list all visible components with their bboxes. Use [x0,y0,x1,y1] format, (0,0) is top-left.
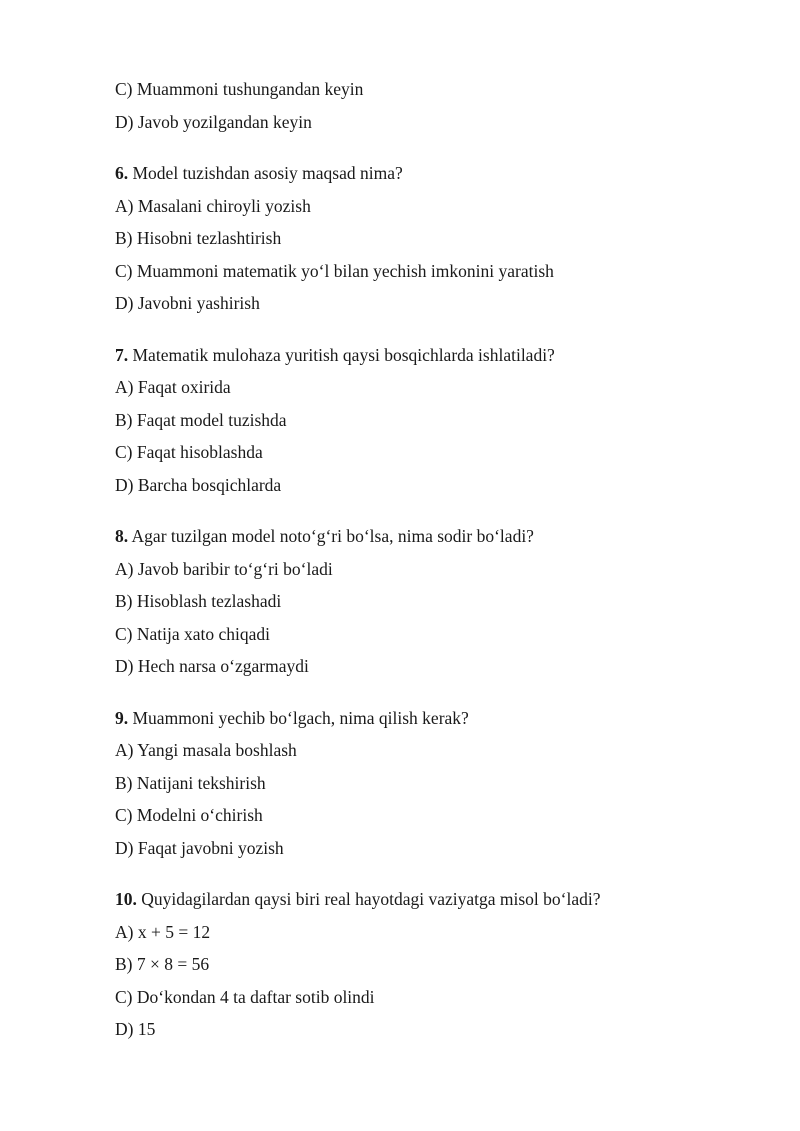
question-prompt: Muammoni yechib bo‘lgach, nima qilish kerak? [132,707,469,728]
question-text [115,883,755,916]
question-text [115,520,755,553]
question-prompt: Quyidagilardan qaysi biri real hayotdagi vaziyatga misol bo‘ladi? [141,889,601,909]
option-b: B) Hisoblash tezlashadi [115,591,282,611]
continuation-options [115,73,755,138]
option-a: A) Yangi masala boshlash [115,740,297,760]
question-number: 8. [115,526,129,546]
question-number: 6. [115,163,129,183]
option-c: C) Muammoni matematik yo‘l bilan yechish imkonini yaratish [115,260,554,281]
option-c: C) Muammoni tushungandan keyin [115,79,364,99]
option-b: B) Hisobni tezlashtirish [115,228,282,248]
option-d: D) 15 [115,1019,156,1039]
option-d: D) Javob yozilgandan keyin [115,111,312,132]
option-d: D) Barcha bosqichlarda [115,474,282,495]
question-number: 10. [115,889,137,909]
question-text [115,702,755,735]
option-c: C) Do‘kondan 4 ta daftar sotib olindi [115,986,375,1007]
option-d: D) Faqat javobni yozish [115,837,284,858]
option-d: D) Javobni yashirish [115,293,260,313]
question-9 [115,702,755,865]
option-b: B) 7 × 8 = 56 [115,954,210,974]
question-prompt: Agar tuzilgan model noto‘g‘ri bo‘lsa, nima sodir bo‘ladi? [131,526,534,546]
question-8 [115,520,755,683]
question-prompt: Matematik mulohaza yuritish qaysi bosqichlarda ishlatiladi? [132,344,555,365]
question-7 [115,339,755,502]
option-d: D) Hech narsa o‘zgarmaydi [115,656,309,676]
option-c: C) Natija xato chiqadi [115,623,271,644]
question-number: 7. [115,344,129,365]
option-b: B) Faqat model tuzishda [115,409,287,430]
question-text [115,339,755,372]
option-b: B) Natijani tekshirish [115,772,266,793]
option-a: A) Faqat oxirida [115,377,231,397]
option-a: A) x + 5 = 12 [115,921,211,942]
option-a: A) Masalani chiroyli yozish [115,195,311,216]
option-c: C) Modelni o‘chirish [115,805,263,825]
document-page [115,73,755,1046]
question-prompt: Model tuzishdan asosiy maqsad nima? [132,163,403,183]
question-text [115,157,755,190]
option-c: C) Faqat hisoblashda [115,442,263,462]
option-a: A) Javob baribir to‘g‘ri bo‘ladi [115,558,333,579]
question-number: 9. [115,707,129,728]
question-6 [115,157,755,320]
question-10 [115,883,755,1046]
